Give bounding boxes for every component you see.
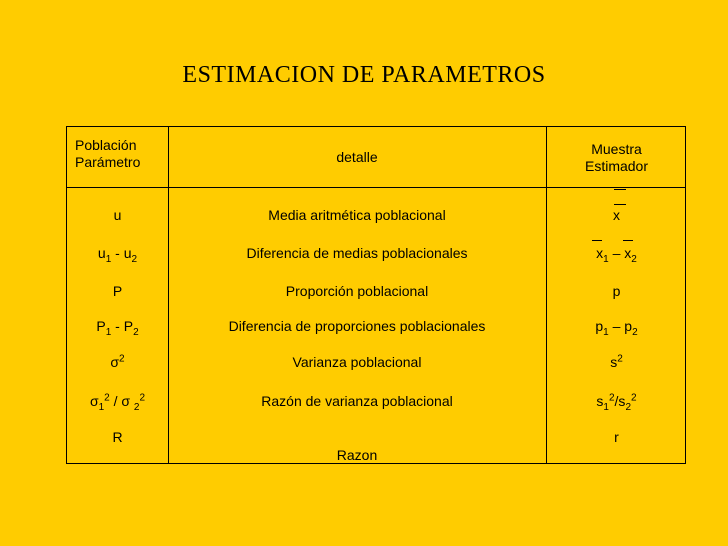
row3-detalle: Proporción poblacional xyxy=(285,283,429,299)
row4-est-sep: – p xyxy=(608,318,633,334)
row6-est-a-sup: 2 xyxy=(608,392,615,404)
mean-bar-mark xyxy=(623,240,633,241)
row6-param-a-sup: 2 xyxy=(104,392,110,404)
header-muestra-line1: Muestra xyxy=(591,141,642,157)
row2-param-sep: - u xyxy=(111,245,132,261)
row6-param-b-sub: 2 xyxy=(133,401,140,413)
mean-bar-mark xyxy=(614,189,626,190)
row7-param: R xyxy=(112,429,123,445)
row2-param-b-sub: 2 xyxy=(131,253,138,265)
row4-est-b-sub: 2 xyxy=(632,326,638,338)
row1-param: u xyxy=(113,207,122,223)
row5-param-base: σ xyxy=(110,354,120,370)
row5-param-sup: 2 xyxy=(119,353,125,365)
row4-param xyxy=(67,318,168,338)
row4-estimador xyxy=(546,318,687,338)
row7-estimador: r xyxy=(614,429,619,445)
row6-est-b-sub: 2 xyxy=(625,401,631,413)
row5-est-sup: 2 xyxy=(617,353,623,365)
row6-est-a-sub: 1 xyxy=(603,401,609,413)
row5-param xyxy=(67,354,168,371)
row1-estimador: x xyxy=(613,207,620,223)
row2-est-b-sub: 2 xyxy=(631,253,637,265)
row6-param-a-sub: 1 xyxy=(98,401,105,413)
row6-est-a: s xyxy=(596,393,604,409)
row4-param-a: P xyxy=(96,318,106,334)
row4-param-sep: - P xyxy=(111,318,134,334)
row4-param-a-sub: 1 xyxy=(105,326,112,338)
row5-estimador xyxy=(546,354,687,371)
row6-param xyxy=(67,392,168,413)
row2-est-a-sub: 1 xyxy=(603,253,609,265)
header-detalle: detalle xyxy=(336,149,378,165)
row2-param-a-sub: 1 xyxy=(105,253,112,265)
page-title: ESTIMACION DE PARAMETROS xyxy=(182,62,546,88)
row6-param-b-sup: 2 xyxy=(139,392,146,404)
row5-detalle: Varianza poblacional xyxy=(292,354,422,370)
row3-param: P xyxy=(112,283,123,299)
row6-estimador xyxy=(546,392,687,413)
header-divider xyxy=(67,187,685,188)
row4-est-a-sub: 1 xyxy=(603,326,609,338)
row4-est-a: p xyxy=(595,318,604,334)
row6-param-a: σ xyxy=(89,393,99,409)
header-muestra xyxy=(546,141,687,175)
estimation-table xyxy=(66,126,686,464)
row4-detalle: Diferencia de proporciones poblacionales xyxy=(228,318,486,334)
row1-detalle: Media aritmética poblacional xyxy=(268,207,446,223)
header-poblacion xyxy=(67,137,168,171)
row4-param-b-sub: 2 xyxy=(133,326,139,338)
header-poblacion-line2: Parámetro xyxy=(75,154,141,170)
row2-est-a: x xyxy=(596,245,604,261)
row7-detalle: Razon xyxy=(336,447,378,463)
row2-est-sep: – x xyxy=(608,245,632,261)
row6-est-b-sup: 2 xyxy=(631,392,637,404)
mean-bar-mark xyxy=(614,204,626,205)
header-muestra-line2: Estimador xyxy=(584,158,649,174)
row3-estimador: p xyxy=(612,283,621,299)
row2-param-a: u xyxy=(97,245,106,261)
row2-detalle: Diferencia de medias poblacionales xyxy=(246,245,468,261)
row5-est-base: s xyxy=(610,354,618,370)
header-poblacion-line1: Población xyxy=(75,137,137,153)
row2-estimador xyxy=(546,245,687,265)
row6-est-sep: /s xyxy=(614,393,626,409)
row6-detalle: Razón de varianza poblacional xyxy=(261,393,453,409)
mean-bar-mark xyxy=(592,240,602,241)
row2-param xyxy=(67,245,168,265)
row6-param-sep: / σ xyxy=(109,393,134,409)
